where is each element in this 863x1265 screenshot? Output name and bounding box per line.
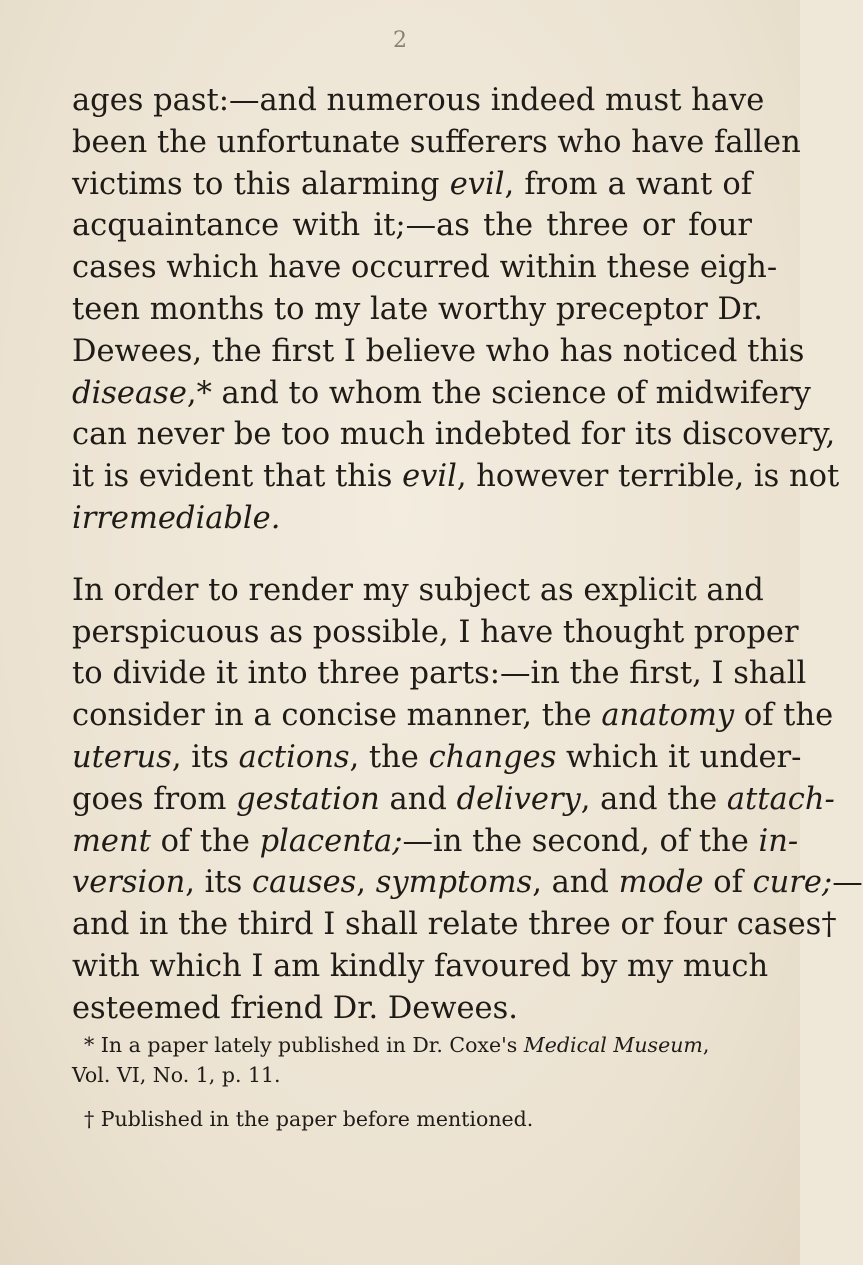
text-line: can never be too much indebted for its discovery, bbox=[72, 417, 836, 453]
text-line: version, its causes, symptoms, and mode of cure;— bbox=[72, 865, 863, 901]
italic-term: anatomy bbox=[601, 698, 735, 734]
italic-term: version bbox=[72, 865, 186, 901]
text-line: consider in a concise manner, the anatomy of the bbox=[72, 698, 834, 734]
paragraph-2 bbox=[72, 570, 863, 1030]
italic-term: delivery bbox=[456, 781, 581, 817]
text-line: to divide it into three parts:—in the first, I shall bbox=[72, 656, 807, 692]
italic-term: placenta; bbox=[259, 823, 403, 859]
italic-term: changes bbox=[428, 739, 557, 775]
text-line: with which I am kindly favoured by my much bbox=[72, 948, 769, 984]
text-line: victims to this alarming evil, from a want of bbox=[72, 166, 753, 202]
italic-term: actions bbox=[238, 739, 350, 775]
italic-term: evil bbox=[449, 166, 505, 202]
italic-term: gestation bbox=[236, 781, 380, 817]
italic-term: symptoms bbox=[375, 865, 533, 901]
text-line: perspicuous as possible, I have thought proper bbox=[72, 614, 799, 650]
main-text bbox=[72, 80, 863, 1030]
text-line: ages past:—and numerous indeed must have bbox=[72, 83, 765, 118]
text-line: ment of the placenta;—in the second, of the in- bbox=[72, 823, 799, 859]
italic-term: attach- bbox=[726, 781, 835, 817]
text-line: it is evident that this evil, however terrible, is not bbox=[72, 459, 840, 495]
text-line: been the unfortunate sufferers who have fallen bbox=[72, 124, 801, 160]
italic-term: uterus bbox=[72, 739, 172, 775]
text-line: goes from gestation and delivery, and the attach- bbox=[72, 781, 835, 817]
text-line: Dewees, the first I believe who has noticed this bbox=[72, 333, 805, 369]
text-line: teen months to my late worthy preceptor Dr. bbox=[72, 291, 763, 327]
text-line: uterus, its actions, the changes which it under- bbox=[72, 739, 802, 775]
italic-term: evil bbox=[402, 459, 457, 495]
journal-title: Medical Museum bbox=[523, 1033, 703, 1057]
paragraph-1 bbox=[72, 80, 840, 540]
italic-term: causes bbox=[252, 865, 357, 901]
text-line: acquaintance with it;—as the three or four bbox=[72, 208, 752, 244]
italic-term: cure; bbox=[752, 865, 833, 901]
text-line: and in the third I shall relate three or four cases† bbox=[72, 907, 837, 943]
text-line: disease,* and to whom the science of midwifery bbox=[72, 375, 811, 411]
italic-term: in- bbox=[758, 823, 799, 859]
text-line: In order to render my subject as explicit and bbox=[72, 572, 764, 608]
text-line bbox=[72, 498, 752, 540]
footnote-1: * In a paper lately published in Dr. Coxe's Medical Museum, Vol. VI, No. 1, p. 11. bbox=[72, 1033, 710, 1087]
footnotes bbox=[72, 1030, 752, 1134]
italic-term: irremediable. bbox=[72, 500, 281, 536]
page-number: 2 bbox=[393, 28, 407, 53]
text-line: esteemed friend Dr. Dewees. bbox=[72, 990, 518, 1026]
italic-term: mode bbox=[618, 865, 704, 901]
italic-term: disease bbox=[72, 375, 187, 411]
footnote-2: † Published in the paper before mentioned. bbox=[84, 1107, 534, 1131]
text-line: cases which have occurred within these eigh- bbox=[72, 250, 778, 286]
italic-term: ment bbox=[72, 823, 151, 859]
